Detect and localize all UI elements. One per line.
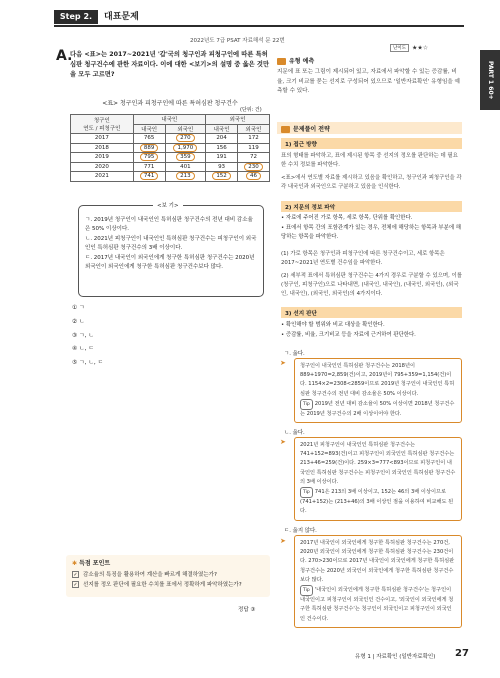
year-cell: 2021 — [71, 172, 134, 182]
highlighted-value: 270 — [176, 134, 195, 142]
solution-tip — [300, 487, 456, 517]
defendant-header: 피청구인 — [99, 126, 121, 132]
def-foreign-header-2: 외국인 — [238, 124, 270, 134]
step1-text: <표>에서 연도별 자료를 제시하고 있음을 확인하고, 청구인과 피청구인을 각각 내국인과 외국인으로 구분하고 있음을 인식한다. — [281, 175, 462, 191]
question-letter: A. — [56, 48, 73, 64]
highlighted-value: 213 — [176, 172, 195, 180]
year-cell: 2018 — [71, 143, 134, 153]
value-cell: 204 — [206, 134, 238, 144]
page-number: 27 — [455, 648, 469, 659]
tip-text: 741은 213의 3배 이상이고, 152는 46의 3배 이상이므로 (741+152)는 (213+46)의 3배 이상인 점을 이용하여 비교해도 된다. — [300, 489, 454, 515]
highlighted-value: 795 — [140, 153, 159, 161]
value-cell: 401 — [165, 162, 206, 172]
page-footer — [0, 648, 500, 668]
value-cell — [238, 162, 270, 172]
page-header — [0, 0, 500, 28]
bogi-item: ㄴ. 2021년 피청구인이 내국인인 특허심판 청구건수는 피청구인이 외국인인 특허심판 청구건수의 3배 이상이다. — [85, 236, 257, 251]
claimant-domestic-header: 내국인 — [133, 115, 205, 125]
tip-badge: Tip — [300, 487, 313, 498]
table-row — [71, 153, 270, 163]
bogi-item: ㄱ. 2019년 청구인이 내국인인 특허심판 청구건수의 전년 대비 감소율은 50% 이상이다. — [85, 217, 253, 232]
tip-badge: Tip — [300, 585, 313, 596]
arrow-icon: ➤ — [280, 438, 286, 446]
solution-label: ㄷ. 옳지 않다. — [284, 528, 317, 534]
choice-3[interactable]: ③ ㄱ, ㄴ — [72, 332, 94, 339]
solution-tip — [300, 585, 456, 624]
question-source: 2022년도 7급 PSAT 자료해석 문 22번 — [190, 38, 285, 44]
difficulty-stars: ★★☆ — [412, 44, 429, 52]
step1-text: 표의 형태를 파악하고, 표에 제시된 항목 중 선지의 정오를 판단하는 데 필요한 수치 정보를 파악한다. — [281, 153, 458, 169]
answer-label: 정답 ③ — [238, 607, 256, 613]
claims-table — [70, 114, 270, 182]
def-domestic-header-1: 내국인 — [133, 124, 165, 134]
value-cell: 172 — [238, 134, 270, 144]
step2-bullet: • 표에서 항목 간의 포함관계가 있는 경우, 전체에 해당하는 항목과 부분에 해당하는 항목을 파악한다. — [281, 225, 461, 241]
keypoint-title-text: 득점 포인트 — [79, 560, 111, 567]
header-divider — [54, 25, 464, 27]
solution-box — [294, 437, 462, 521]
keypoint-item-text: 감소율의 특징을 활용하여 계산을 빠르게 해결하였는가? — [83, 572, 217, 578]
year-header: 연도 — [83, 126, 94, 132]
value-cell — [133, 143, 165, 153]
year-cell: 2019 — [71, 153, 134, 163]
solution-label: ㄴ. 옳다. — [284, 430, 305, 436]
bogi-item: ㄷ. 2017년 내국인이 외국인에게 청구한 특허심판 청구건수는 2020년 외국인이 외국인에게 청구한 특허심판 청구건수보다 많다. — [85, 255, 255, 270]
table-row — [71, 172, 270, 182]
highlighted-value: 46 — [246, 172, 261, 180]
value-cell — [165, 172, 206, 182]
value-cell: 93 — [206, 162, 238, 172]
step3-heading: 3) 선지 판단 — [281, 307, 462, 318]
answer-choices — [72, 302, 103, 371]
choice-4[interactable]: ④ ㄴ, ㄷ — [72, 346, 94, 353]
strategy-heading — [277, 122, 462, 134]
step2-text: (2) 세부적 표에서 특허심판 청구건수는 4가지 경우로 구분할 수 있으며, 이를 (청구인, 피청구인)으로 나타내면, (내국인, 내국인), (내국인, 외국인), (외국인, 내국인), (외국인, 외국인)의 4가지이다. — [281, 273, 462, 298]
keypoint-item — [72, 580, 264, 590]
highlighted-value: 152 — [212, 172, 231, 180]
step1-heading: 1) 접근 방향 — [281, 138, 462, 149]
keypoint-item-text: 선지를 정오 판단에 필요한 수치를 표에서 정확하게 파악하였는가? — [83, 582, 242, 588]
keypoint-item — [72, 570, 264, 580]
value-cell: 156 — [206, 143, 238, 153]
arrow-icon: ➤ — [280, 537, 286, 545]
difficulty-row — [390, 44, 428, 52]
strategy-icon — [281, 126, 290, 133]
type-prediction-text: 지문에 표 또는 그림이 제시되어 있고, 자료에서 파악할 수 있는 증감률, 비율, 크기 비교를 묻는 선지로 구성되어 있으므로 '일반자료확인' 유형임을 예측할 수 있다. — [277, 69, 460, 94]
value-cell: 191 — [206, 153, 238, 163]
step2-heading: 2) 지문의 정보 파악 — [281, 201, 462, 212]
type-prediction-title: 유형 예측 — [289, 58, 315, 65]
highlighted-value: 230 — [244, 163, 263, 171]
value-cell — [165, 143, 206, 153]
tip-text: 2019년 전년 대비 감소율이 50% 이상이면 2018년 청구건수는 2019년 청구건수의 2배 이상이어야 한다. — [300, 400, 455, 418]
part-side-tab: PART 1 60+ — [480, 50, 500, 110]
step3-bullet: • 증감률, 비율, 크기비교 등을 자료에 근거하여 판단한다. — [281, 332, 416, 338]
choice-5[interactable]: ⑤ ㄱ, ㄴ, ㄷ — [72, 360, 104, 367]
footer-chapter: 유형 1 | 자료확인 (일반자료확인) — [355, 654, 436, 660]
value-cell: 119 — [238, 143, 270, 153]
tip-text: '내국인이 외국인에게 청구한 특허심판 청구건수'는 청구인이 내국인이고 피청구인이 외국인인 건수이고, '외국인이 외국인에게 청구한 특허심판 청구건수'는 청구인이 외국인이고 피청구인이 외국인인 건수이다. — [300, 587, 454, 622]
checkbox-icon[interactable]: ✓ — [73, 572, 78, 578]
lightbulb-icon: ✱ — [72, 560, 78, 567]
highlighted-value: 889 — [140, 144, 159, 152]
solution-box — [294, 535, 462, 628]
claimant-foreign-header: 외국인 — [206, 115, 270, 125]
highlighted-value: 359 — [176, 153, 195, 161]
def-domestic-header-2: 내국인 — [206, 124, 238, 134]
highlighted-value: 741 — [140, 172, 159, 180]
checkbox-icon[interactable]: ✓ — [73, 582, 78, 588]
step2-text: (1) 가로 항목은 청구인과 피청구인에 따른 청구건수이고, 세로 항목은 2017~2021년 연도별 건수임을 파악한다. — [281, 251, 445, 267]
claimant-header: 청구인 — [93, 118, 110, 124]
value-cell: 771 — [133, 162, 165, 172]
question-text: 다음 <표>는 2017~2021년 '갑'국의 청구인과 피청구인에 따른 특허심판 청구건수에 관한 자료이다. 이에 대한 <보기>의 설명 중 옳은 것만을 모두 고르면? — [70, 51, 270, 78]
bogi-title: <보 기> — [153, 201, 183, 209]
step2-bullet: • 자료에 주어진 가로 항목, 세로 항목, 단위를 확인한다. — [281, 215, 413, 221]
difficulty-badge: 난이도 — [390, 44, 409, 52]
highlighted-value: 1,970 — [173, 144, 197, 152]
type-prediction-heading — [277, 56, 314, 65]
value-cell — [206, 172, 238, 182]
value-cell — [238, 172, 270, 182]
solution-label: ㄱ. 옳다. — [284, 351, 305, 357]
step-badge: Step 2. — [54, 10, 98, 24]
table-row — [71, 143, 270, 153]
table-row — [71, 134, 270, 144]
table-unit: (단위: 건) — [240, 107, 262, 113]
solution-box — [294, 358, 462, 423]
table-row — [71, 162, 270, 172]
value-cell — [165, 134, 206, 144]
solution-text: 2021년 피청구인이 내국인인 특허심판 청구건수는 741+152=893(건)이고 피청구인이 외국인인 특허심판 청구건수는 213+46=259(건)이다. 259×3=777<893이므로 피청구인이 내국인인 특허심판 청구건수는 피청구인이 외국인인 특허심판 청구건수의 3배 이상이다. — [300, 442, 456, 485]
solution-text: 2017년 내국인이 외국인에게 청구한 특허심판 청구건수는 270건, 2020년 외국인이 외국인에게 청구한 특허심판 청구건수는 230건이다. 270>230이므로 2017년 내국인이 외국인에게 청구한 특허심판 청구건수는 2020년 외국인이 외국인에게 청구한 특허심판 청구건수보다 많다. — [300, 540, 455, 583]
arrow-icon: ➤ — [280, 359, 286, 367]
table-corner-header: 청구인 연도 / 피청구인 — [71, 115, 134, 134]
keypoint-title — [72, 558, 264, 567]
value-cell: 72 — [238, 153, 270, 163]
solution-text: 청구인이 내국인인 특허심판 청구건수는 2018년이 889+1970=2,859(건)이고, 2019년이 795+359=1,154(건)이다. 1154×2=2308<2859이므로 2019년 청구인이 내국인인 특허심판 청구건수의 전년 대비 감소율은 50% 이상이다. — [300, 363, 455, 397]
choice-2[interactable]: ② ㄴ — [72, 318, 85, 325]
tag-icon — [277, 58, 286, 65]
table-title: <표> 청구인과 피청구인에 따른 특허심판 청구건수 — [102, 100, 238, 107]
year-cell: 2017 — [71, 134, 134, 144]
bogi-box — [78, 205, 264, 297]
solution-tip — [300, 399, 456, 419]
value-cell: 765 — [133, 134, 165, 144]
value-cell — [133, 172, 165, 182]
def-foreign-header-1: 외국인 — [165, 124, 206, 134]
value-cell — [165, 153, 206, 163]
choice-1[interactable]: ① ㄱ — [72, 305, 85, 311]
year-cell: 2020 — [71, 162, 134, 172]
strategy-title: 문제풀이 전략 — [293, 126, 330, 133]
value-cell — [133, 153, 165, 163]
section-title: 대표문제 — [104, 12, 139, 22]
keypoint-box — [66, 555, 270, 597]
step3-bullet: • 확인해야 할 범위와 비교 대상을 확인한다. — [281, 322, 385, 328]
tip-badge: Tip — [300, 399, 313, 410]
